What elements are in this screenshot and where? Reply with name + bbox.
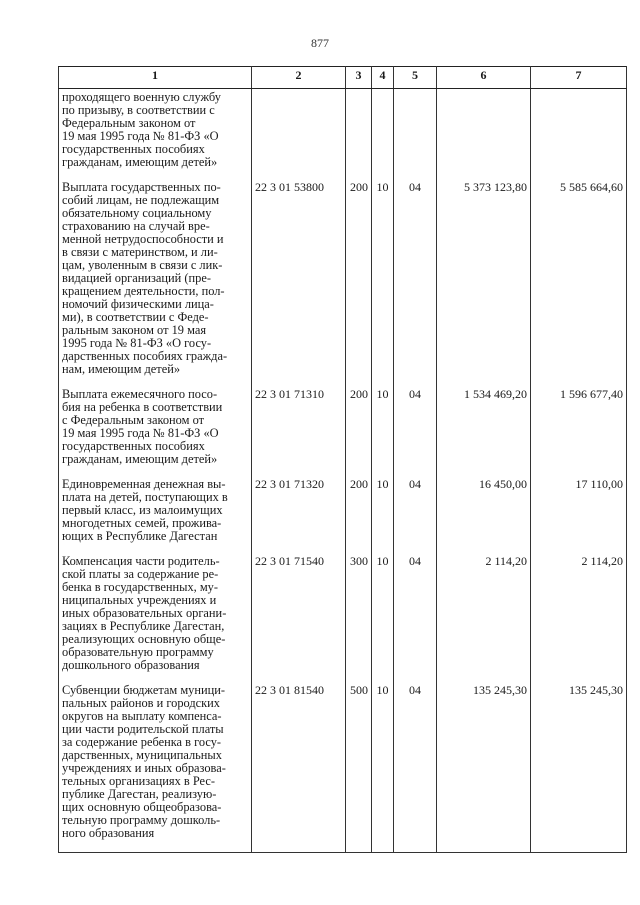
header-col-3: 3 xyxy=(346,67,372,89)
section-cell: 10 xyxy=(372,478,394,555)
table-row xyxy=(59,388,627,478)
row-name-line: в связи с материнством, и ли- xyxy=(62,245,218,259)
row-name-cell xyxy=(59,89,252,182)
row-name-line: тельных организациях в Рес- xyxy=(62,774,215,788)
amount-col7-cell: 1 596 677,40 xyxy=(531,388,627,478)
row-name-line: Единовременная денежная вы- xyxy=(62,477,226,491)
budget-code-cell: 22 3 01 71310 xyxy=(252,388,346,478)
row-name-line: за содержание ребенка в госу- xyxy=(62,735,222,749)
row-name-line: Выплата государственных по- xyxy=(62,180,221,194)
row-name-line: Федеральным законом от xyxy=(62,116,196,130)
row-name-cell xyxy=(59,388,252,478)
amount-col6-cell: 1 534 469,20 xyxy=(437,388,531,478)
header-col-4: 4 xyxy=(372,67,394,89)
amount-col7-cell: 5 585 664,60 xyxy=(531,181,627,388)
header-row xyxy=(59,67,627,89)
row-name-line: учреждениях и иных образова- xyxy=(62,761,226,775)
row-name-line: Субвенции бюджетам муници- xyxy=(62,683,226,697)
row-name-line: ющих в Республике Дагестан xyxy=(62,529,218,543)
row-name-line: видацией организаций (пре- xyxy=(62,271,211,285)
page-number: 877 xyxy=(311,36,329,50)
row-name-line: номочий физическими лица- xyxy=(62,297,214,311)
section-cell: 10 xyxy=(372,388,394,478)
row-name-line: Компенсация части родитель- xyxy=(62,554,220,568)
section-cell: 10 xyxy=(372,684,394,853)
row-name-cell xyxy=(59,478,252,555)
budget-code-cell: 22 3 01 53800 xyxy=(252,181,346,388)
budget-code-cell: 22 3 01 81540 xyxy=(252,684,346,853)
row-name-line: бенка в государственных, му- xyxy=(62,580,219,594)
amount-col7-cell: 17 110,00 xyxy=(531,478,627,555)
row-name-line: гражданам, имеющим детей» xyxy=(62,155,218,169)
amount-col6-cell: 2 114,20 xyxy=(437,555,531,684)
section-cell: 10 xyxy=(372,555,394,684)
row-name-line: плата на детей, поступающих в xyxy=(62,490,228,504)
budget-code-cell: 22 3 01 71540 xyxy=(252,555,346,684)
row-name-cell xyxy=(59,684,252,853)
row-name-line: с Федеральным законом от xyxy=(62,413,205,427)
section-cell: 10 xyxy=(372,181,394,388)
subsection-cell: 04 xyxy=(394,478,437,555)
subsection-cell: 04 xyxy=(394,181,437,388)
row-name-line: 19 мая 1995 года № 81-ФЗ «О xyxy=(62,426,219,440)
amount-col7-cell xyxy=(531,89,627,182)
row-name-line: пальных районов и городских xyxy=(62,696,220,710)
row-name-cell xyxy=(59,181,252,388)
section-cell xyxy=(372,89,394,182)
row-name-line: 19 мая 1995 года № 81-ФЗ «О xyxy=(62,129,219,143)
subsection-cell: 04 xyxy=(394,388,437,478)
row-name-line: кращением деятельности, пол- xyxy=(62,284,225,298)
expense-type-cell: 200 xyxy=(346,478,372,555)
amount-col6-cell: 16 450,00 xyxy=(437,478,531,555)
subsection-cell: 04 xyxy=(394,684,437,853)
expense-type-cell: 200 xyxy=(346,388,372,478)
table-row xyxy=(59,684,627,853)
budget-table xyxy=(58,66,627,853)
table-row xyxy=(59,89,627,182)
row-name-line: публике Дагестан, реализую- xyxy=(62,787,217,801)
row-name-line: собий лицам, не подлежащим xyxy=(62,193,220,207)
table-body xyxy=(59,89,627,853)
row-name-line: 1995 года № 81-ФЗ «О госу- xyxy=(62,336,212,350)
row-name-line: бия на ребенка в соответствии xyxy=(62,400,223,414)
row-name-line: цам, уволенным в связи с лик- xyxy=(62,258,223,272)
row-name-line: ми), в соответствии с Феде- xyxy=(62,310,209,324)
row-name-cell xyxy=(59,555,252,684)
row-name-line: ской платы за содержание ре- xyxy=(62,567,219,581)
row-name-line: дарственных пособиях гражда- xyxy=(62,349,228,363)
row-name-line: страхованию на случай вре- xyxy=(62,219,210,233)
budget-code-cell: 22 3 01 71320 xyxy=(252,478,346,555)
header-col-6: 6 xyxy=(437,67,531,89)
budget-code-cell xyxy=(252,89,346,182)
row-name-line: дарственных, муниципальных xyxy=(62,748,222,762)
subsection-cell xyxy=(394,89,437,182)
row-name-line: ниципальных учреждениях и xyxy=(62,593,217,607)
row-name-line: гражданам, имеющим детей» xyxy=(62,452,218,466)
expense-type-cell: 200 xyxy=(346,181,372,388)
amount-col6-cell xyxy=(437,89,531,182)
row-name-line: округов на выплату компенса- xyxy=(62,709,222,723)
row-name-line: нам, имеющим детей» xyxy=(62,362,181,376)
amount-col6-cell: 135 245,30 xyxy=(437,684,531,853)
row-name-line: ного образования xyxy=(62,826,155,840)
expense-type-cell xyxy=(346,89,372,182)
header-col-2: 2 xyxy=(252,67,346,89)
row-name-line: проходящего военную службу xyxy=(62,90,221,104)
expense-type-cell: 300 xyxy=(346,555,372,684)
row-name-line: государственных пособиях xyxy=(62,439,205,453)
amount-col7-cell: 2 114,20 xyxy=(531,555,627,684)
table-row xyxy=(59,478,627,555)
subsection-cell: 04 xyxy=(394,555,437,684)
row-name-line: ции части родительской платы xyxy=(62,722,224,736)
row-name-line: менной нетрудоспособности и xyxy=(62,232,224,246)
expense-type-cell: 500 xyxy=(346,684,372,853)
row-name-line: щих основную общеобразова- xyxy=(62,800,222,814)
header-col-1: 1 xyxy=(59,67,252,89)
amount-col6-cell: 5 373 123,80 xyxy=(437,181,531,388)
table-row xyxy=(59,181,627,388)
amount-col7-cell: 135 245,30 xyxy=(531,684,627,853)
row-name-line: образовательную программу xyxy=(62,645,214,659)
row-name-line: тельную программу дошколь- xyxy=(62,813,221,827)
table-row xyxy=(59,555,627,684)
row-name-line: ральным законом от 19 мая xyxy=(62,323,207,337)
row-name-line: иных образовательных органи- xyxy=(62,606,227,620)
row-name-line: многодетных семей, прожива- xyxy=(62,516,222,530)
row-name-line: зациях в Республике Дагестан, xyxy=(62,619,225,633)
row-name-line: государственных пособиях xyxy=(62,142,205,156)
header-col-7: 7 xyxy=(531,67,627,89)
header-col-5: 5 xyxy=(394,67,437,89)
row-name-line: дошкольного образования xyxy=(62,658,200,672)
table-header xyxy=(59,67,627,89)
row-name-line: по призыву, в соответствии с xyxy=(62,103,215,117)
row-name-line: реализующих основную обще- xyxy=(62,632,226,646)
row-name-line: обязательному социальному xyxy=(62,206,212,220)
row-name-line: Выплата ежемесячного посо- xyxy=(62,387,218,401)
row-name-line: первый класс, из малоимущих xyxy=(62,503,223,517)
